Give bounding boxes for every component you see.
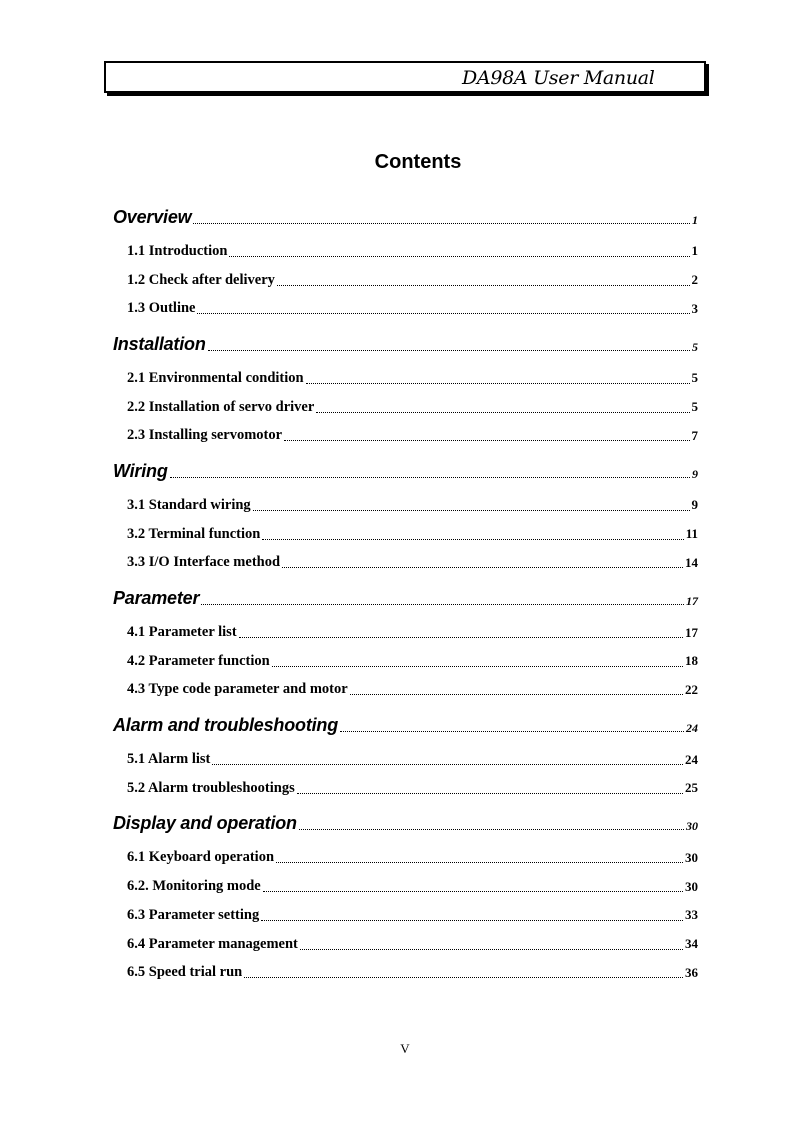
toc-chapter-entry[interactable] bbox=[113, 197, 698, 237]
toc-section-entry[interactable] bbox=[113, 930, 698, 959]
toc-chapter-page: 5 bbox=[692, 339, 698, 354]
toc-section-entry[interactable] bbox=[113, 618, 698, 647]
toc-section-page: 18 bbox=[685, 653, 698, 669]
toc-chapter-entry[interactable] bbox=[113, 324, 698, 364]
toc-section-entry[interactable] bbox=[113, 549, 698, 578]
toc-section-page: 5 bbox=[691, 399, 698, 415]
toc-chapter-title: Wiring bbox=[113, 460, 168, 481]
toc-section-title: 4.3 Type code parameter and motor bbox=[127, 681, 348, 698]
toc-chapter-page: 24 bbox=[686, 720, 698, 735]
toc-section-title: 2.2 Installation of servo driver bbox=[127, 398, 315, 415]
dot-leader bbox=[212, 764, 683, 765]
dot-leader bbox=[282, 567, 683, 568]
toc-section-entry[interactable] bbox=[113, 958, 698, 987]
toc-chapter-page: 30 bbox=[686, 819, 698, 834]
toc-section-page: 25 bbox=[685, 780, 698, 796]
toc-section-page: 34 bbox=[685, 936, 698, 952]
toc-section-title: 6.3 Parameter setting bbox=[127, 906, 260, 923]
dot-leader bbox=[244, 977, 683, 978]
dot-leader bbox=[300, 949, 683, 950]
toc-chapter-page: 9 bbox=[692, 466, 698, 481]
dot-leader bbox=[284, 440, 689, 441]
toc-section-title: 3.3 I/O Interface method bbox=[127, 554, 281, 571]
dot-leader bbox=[253, 510, 690, 511]
toc-chapter-entry[interactable] bbox=[113, 804, 698, 844]
dot-leader bbox=[197, 313, 689, 314]
toc-section-entry[interactable] bbox=[113, 393, 698, 422]
dot-leader bbox=[239, 637, 683, 638]
toc-section-title: 6.1 Keyboard operation bbox=[127, 849, 275, 866]
toc-section-page: 11 bbox=[685, 526, 698, 542]
toc-section-entry[interactable] bbox=[113, 872, 698, 901]
toc-section-entry[interactable] bbox=[113, 364, 698, 393]
toc-section-entry[interactable] bbox=[113, 520, 698, 549]
toc-section-entry[interactable] bbox=[113, 647, 698, 676]
toc-section-entry[interactable] bbox=[113, 237, 698, 266]
toc-section-page: 36 bbox=[685, 964, 698, 980]
toc-section-page: 30 bbox=[685, 849, 698, 865]
toc-section-entry[interactable] bbox=[113, 491, 698, 520]
toc-chapter-title: Display and operation bbox=[113, 813, 297, 834]
toc-section-title: 6.2. Monitoring mode bbox=[127, 878, 261, 895]
toc-chapter-entry[interactable] bbox=[113, 451, 698, 491]
toc-section-page: 33 bbox=[685, 907, 698, 923]
dot-leader bbox=[229, 256, 689, 257]
toc-section-entry[interactable] bbox=[113, 901, 698, 930]
dot-leader bbox=[316, 412, 689, 413]
toc-section-page: 30 bbox=[685, 878, 698, 894]
document-title: DA98A User Manual bbox=[462, 67, 655, 89]
toc-section-title: 4.1 Parameter list bbox=[127, 624, 237, 641]
dot-leader bbox=[306, 383, 690, 384]
toc-section-title: 1.3 Outline bbox=[127, 300, 196, 317]
dot-leader bbox=[276, 862, 683, 863]
toc-section-title: 5.1 Alarm list bbox=[127, 751, 211, 768]
document-header bbox=[104, 61, 706, 93]
dot-leader bbox=[297, 793, 683, 794]
toc-chapter-title: Overview bbox=[113, 206, 192, 227]
toc-chapter-title: Parameter bbox=[113, 587, 200, 608]
toc-section-title: 2.1 Environmental condition bbox=[127, 369, 304, 386]
toc-section-page: 3 bbox=[691, 300, 698, 316]
toc-chapter-entry[interactable] bbox=[113, 578, 698, 618]
toc-section-entry[interactable] bbox=[113, 745, 698, 774]
toc-section-page: 24 bbox=[685, 751, 698, 767]
dot-leader bbox=[201, 604, 684, 605]
toc-chapter-page: 1 bbox=[692, 212, 698, 227]
dot-leader bbox=[277, 285, 690, 286]
toc-section-entry[interactable] bbox=[113, 774, 698, 803]
toc-section-title: 5.2 Alarm troubleshootings bbox=[127, 779, 295, 796]
dot-leader bbox=[272, 666, 683, 667]
toc-section-entry[interactable] bbox=[113, 844, 698, 873]
toc-section-page: 1 bbox=[691, 243, 698, 259]
toc-section-title: 2.3 Installing servomotor bbox=[127, 427, 283, 444]
page-number: V bbox=[400, 1041, 410, 1056]
toc-section-title: 1.1 Introduction bbox=[127, 242, 228, 259]
toc-section-page: 22 bbox=[685, 681, 698, 697]
toc-section-title: 6.4 Parameter management bbox=[127, 935, 298, 952]
toc-section-page: 17 bbox=[685, 624, 698, 640]
page-title: Contents bbox=[374, 151, 462, 173]
toc-section-page: 14 bbox=[685, 554, 698, 570]
table-of-contents bbox=[113, 196, 698, 987]
toc-section-page: 9 bbox=[691, 497, 698, 513]
toc-section-page: 5 bbox=[691, 370, 698, 386]
dot-leader bbox=[261, 920, 683, 921]
dot-leader bbox=[170, 477, 690, 478]
toc-section-title: 6.5 Speed trial run bbox=[127, 964, 243, 981]
toc-chapter-title: Installation bbox=[113, 333, 206, 354]
toc-section-page: 7 bbox=[691, 427, 698, 443]
toc-section-entry[interactable] bbox=[113, 676, 698, 705]
toc-section-page: 2 bbox=[691, 272, 698, 288]
toc-section-title: 3.2 Terminal function bbox=[127, 525, 261, 542]
dot-leader bbox=[193, 223, 690, 224]
dot-leader bbox=[262, 539, 683, 540]
toc-section-entry[interactable] bbox=[113, 266, 698, 295]
dot-leader bbox=[299, 829, 684, 830]
dot-leader bbox=[340, 731, 684, 732]
dot-leader bbox=[350, 694, 683, 695]
dot-leader bbox=[208, 350, 690, 351]
toc-chapter-entry[interactable] bbox=[113, 705, 698, 745]
toc-section-entry[interactable] bbox=[113, 421, 698, 450]
toc-section-title: 4.2 Parameter function bbox=[127, 652, 270, 669]
toc-chapter-page: 17 bbox=[686, 593, 698, 608]
toc-chapter-title: Alarm and troubleshooting bbox=[113, 714, 339, 735]
toc-section-entry[interactable] bbox=[113, 294, 698, 323]
toc-section-title: 1.2 Check after delivery bbox=[127, 271, 275, 288]
dot-leader bbox=[263, 891, 683, 892]
toc-section-title: 3.1 Standard wiring bbox=[127, 496, 251, 513]
